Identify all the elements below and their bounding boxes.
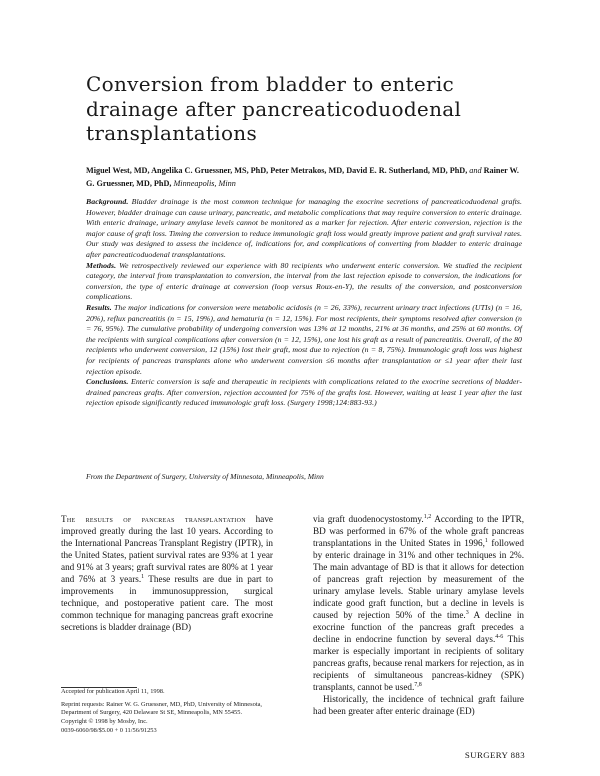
abstract-methods-text: We retrospectively reviewed our experience with 80 recipients who underwent enteric conversion. We studied the recipient category, the interval from transplantation to conversion, the interval from the last rejection episode to conversion, the indications for conversion, the type of enteric drainage at conversion (loop versus Roux-en-Y), the results of the conversion, and postconversion complications. — [86, 260, 522, 302]
lead-in-text: The results of pancreas transplantation — [61, 514, 246, 524]
body-text: According to the IPTR, BD was performed in 67% of the whole graft pancreas transplantations in the United States in 1996, — [313, 514, 524, 548]
author-last: Rainer W. G. Gruessner, MD, PhD, — [86, 166, 519, 188]
abstract-conclusions — [86, 377, 522, 409]
abstract-conclusions-label: Conclusions. — [86, 377, 129, 387]
abstract-methods-label: Methods. — [86, 260, 117, 270]
citation-ref: 7,8 — [414, 681, 422, 688]
abstract-results-label: Results. — [86, 302, 112, 312]
author-names: Miguel West, MD, Angelika C. Gruessner, MS, PhD, Peter Metrakos, MD, David E. R. Sutherland, MD, PhD, — [86, 166, 468, 175]
body-column-left — [61, 513, 273, 633]
citation-ref: 1,2 — [423, 513, 432, 520]
body-text: via graft duodenocystostomy. — [313, 514, 424, 524]
footnote-copyright: Copyright © 1998 by Mosby, Inc. — [61, 718, 148, 726]
abstract-background — [86, 197, 522, 261]
body-text: have improved greatly during the last 10 years. According to the International Pancreas Transplant Registry (IPTR), in the United States, patient survival rates are 93% at 1 year and 91% at 3 years; graft survival rates are 80% at 1 year and 76% at 3 years. — [61, 514, 273, 584]
body-column-right — [313, 513, 524, 717]
body-paragraph — [313, 513, 524, 693]
journal-name: SURGERY — [464, 750, 508, 760]
abstract-results-text: The major indications for conversion were metabolic acidosis (n = 26, 33%), recurrent urinary tract infections (UTIs) (n = 16, 20%), reflux pancreatitis (n = 15, 19%), and hematuria (n = 12, 15%). For most recipients, their symptoms resolved after conversion (n = 76, 95%). The cumulative probability of undergoing conversion was 13% at 12 months, 21% at 36 months, and 25% at 60 months. Of the recipients with surgical complications after conversion (n = 12, 15%), one lost his graft as a result of pancreatitis. Overall, of the 80 recipients who underwent conversion, 12 (15%) lost their graft, most due to rejection (n = 8, 75%). Immunologic graft loss was highest for recipients of pancreas transplants alone who underwent conversion ≤6 months after transplantation or ≤1 year after their last rejection episode. — [86, 302, 522, 376]
page-number: 883 — [510, 750, 525, 760]
body-text: This marker is especially important in recipients of solitary pancreas grafts, because renal markers for rejection, as in recipients of simultaneous pancreas-kidney (SPK) transplants, cannot be used. — [313, 634, 525, 692]
affiliation: From the Department of Surgery, University of Minnesota, Minneapolis, Minn — [86, 472, 324, 481]
abstract-methods — [86, 261, 522, 303]
body-text: These results are due in part to improvements in immunosuppression, surgical technique, and postoperative patient care. The most common technique for managing pancreas graft exocrine secretions is bladder drainage (BD) — [61, 574, 273, 632]
abstract-background-text: Bladder drainage is the most common technique for managing the exocrine secretions of pancreaticoduodenal grafts. However, bladder drainage can cause urinary, pancreatic, and metabolic complications that may require conversion to enteric drainage. With enteric drainage, urinary amylase levels cannot be monitored as a marker for rejection. After enteric conversion, rejection is the major cause of graft loss. Timing the conversion to reduce immunologic graft loss would greatly improve patient and graft survival rates. Our study was designed to assess the incidence of, indications for, and complications of converting from bladder to enteric drainage after pancreaticoduodenal transplantations. — [86, 197, 522, 259]
abstract-results — [86, 303, 522, 377]
body-text: followed by enteric drainage in 31% and other techniques in 2%. The main advantage of BD is that it allows for detection of pancreas graft rejection by measurement of the urinary amylase levels. Stable urinary amylase levels indicate good graft function, but a decline in levels is caused by rejection 50% of the time. — [313, 538, 524, 620]
abstract — [86, 197, 522, 409]
citation-ref: 4-6 — [495, 633, 504, 640]
page-footer — [455, 750, 525, 760]
body-paragraph: Historically, the incidence of technical graft failure had been greater after enteric drainage (ED) — [313, 694, 524, 716]
abstract-conclusions-text: Enteric conversion is safe and therapeutic in recipients with complications related to the exocrine secretions of bladder-drained pancreas grafts. After conversion, rejection accounted for 75% of the grafts lost. However, waiting at least 1 year after the last rejection episode significantly reduced immunologic graft loss. (Surgery 1998;124:883-93.) — [86, 377, 523, 408]
body-paragraph — [61, 513, 273, 633]
footnote-reprint: Reprint requests: Rainer W. G. Gruessner, MD, PhD, University of Minnesota, Department of Surgery, 420 Delaware St SE, Minneapolis, MN 55455. — [61, 700, 263, 717]
footnotes — [61, 688, 275, 736]
author-list — [86, 165, 526, 190]
citation-ref: 3 — [465, 609, 469, 616]
footnote-code: 0039-6060/98/$5.00 + 0 11/56/91253 — [61, 726, 157, 734]
citation-ref: 1 — [484, 537, 488, 544]
author-conjunction: and — [469, 166, 482, 175]
body-text: A decline in exocrine function of the pancreas graft precedes a decline in endocrine function by several days. — [313, 610, 524, 644]
citation-ref: 1 — [141, 573, 145, 580]
abstract-background-label: Background. — [86, 197, 129, 206]
article-title: Conversion from bladder to enteric drainage after pancreaticoduodenal transplantations — [86, 72, 462, 145]
author-location: Minneapolis, Minn — [173, 178, 236, 188]
footnote-accepted: Accepted for publication April 11, 1998. — [61, 688, 165, 695]
